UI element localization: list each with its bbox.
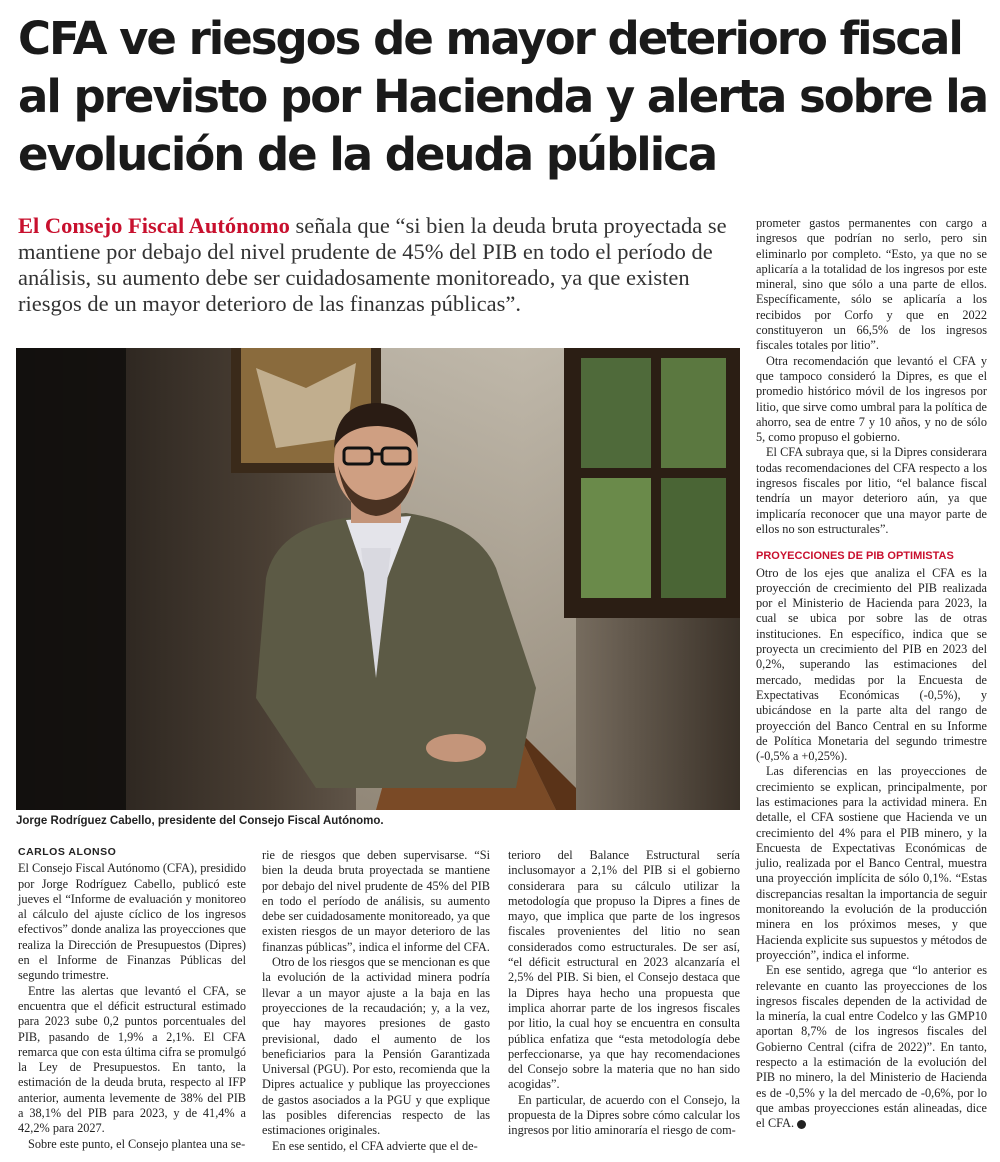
paragraph: terioro del Balance Estructural sería inclusomayor a 2,1% del PIB si el gobierno considerara para su cálculo utilizar la metodología que propuso la Dipres a fines de mayo, que implica que parte de los ingresos fiscales provenientes del litio no sean considerados como estructurales. De ser así, “el déficit estructural en 2023 alcanzaría el 2,5% del PIB. Si bien, el Consejo destaca que la Dipres haya hecho una propuesta que implica ahorrar parte de los ingresos fiscales por litio, la cual hoy se encuentra en consulta pública enfatiza que “esta metodología debe perfeccionarse, ya que hay recomendaciones del Consejo sobre la materia que no han sido acogidas”.: [508, 848, 740, 1092]
paragraph: Las diferencias en las proyecciones de crecimiento se explican, principalmente, por las estimaciones para la actividad minera. En detalle, el CFA sostiene que Hacienda ve un crecimiento del 4% para el PIB minero, y la Encuesta de Expectativas Económicas de julio, realizada por el Banco Central, muestra una proyección implícita de sólo 0,1%. “Estas discrepancias resaltan la importancia de seguir monitoreando la evolución de la producción minera en los próximos meses, y que Hacienda explicite sus supuestos y métodos de proyección”, indica el informe.: [756, 764, 987, 962]
paragraph: Otra recomendación que levantó el CFA y que tampoco consideró la Dipres, es que el promedio histórico móvil de los ingresos por litio, que sirve como umbral para la política de ahorro, sea de entre 7 y 10 años, y no de sólo 5, como propuso el gobierno.: [756, 353, 987, 445]
body-column-3: [508, 848, 740, 1139]
deck: [18, 213, 730, 317]
headline: CFA ve riesgos de mayor deterioro fiscal al previsto por Hacienda y alerta sobre la evolución de la deuda pública: [18, 12, 988, 181]
portrait-illustration: [16, 348, 740, 810]
paragraph: El Consejo Fiscal Autónomo (CFA), presidido por Jorge Rodríguez Cabello, publicó este jueves el “Informe de evaluación y monitoreo al cálculo del ajuste cíclico de los ingresos efectivos” donde analiza las proyecciones que realiza la Dirección de Presupuestos (Dipres) en el Informe de Finanzas Públicas del segundo trimestre.: [18, 861, 246, 983]
body-column-1: [18, 845, 246, 1152]
paragraph: rie de riesgos que deben supervisarse. “Si bien la deuda bruta proyectada se mantiene por debajo del nivel prudente de 45% del PIB en todo el período de análisis, su aumento debe ser cuidadosamente monitoreado, ya que existen riesgos de un mayor deterioro de las finanzas públicas”, indica el informe del CFA.: [262, 848, 490, 954]
paragraph-final-text: En ese sentido, agrega que “lo anterior es relevante en cuanto las proyecciones de los ingresos fiscales dependen de la actividad de la minería, la cual entre Codelco y las GMP10 aportan 8,7% de los ingresos fiscales del Gobierno Central (cifra de 2022)”. En tanto, respecto a la estimación de la evolución del PIB no minero, la del Ministerio de Hacienda es de -0,5% y la del mercado de -0,6%, por lo que ambas proyecciones están alineadas, dice el CFA.: [756, 963, 987, 1131]
paragraph: Sobre este punto, el Consejo plantea una se-: [28, 1136, 246, 1151]
body-column-4: [756, 216, 987, 1132]
paragraph: Otro de los riesgos que se mencionan es que la evolución de la actividad minera podría llevar a un mayor ajuste a la baja en las proyecciones de la recaudación; y, a la vez, que hay mayores presiones de gasto previsional, dado el aumento de los beneficiarios para la Pensión Garantizada Universal (PGU). Por esto, recomienda que la Dipres actualice y publique las proyecciones de gastos asociados a la PGU y que explique las posibles diferencias respecto de las estimaciones originales.: [262, 955, 490, 1138]
body-column-2: [262, 848, 490, 1154]
paragraph: Entre las alertas que levantó el CFA, se encuentra que el déficit estructural estimado para 2023 sube 0,2 puntos porcentuales del PIB, pasando de 1,9% a 2,1%. El CFA remarca que con esta última cifra se promulgó la Ley de Presupuestos. En tanto, la estimación de la deuda bruta, respecto al IFP anterior, aumenta levemente de 38% del PIB a 38,1% del PIB para 2023, y de 41,4% a 42,2% para 2027.: [18, 983, 246, 1136]
paragraph: prometer gastos permanentes con cargo a ingresos que podrían no serlo, pero sin eliminarlo por completo. “Esto, ya que no se aplicaría a la totalidad de los ingresos por este mineral, sino que sólo a una parte de ellos. Específicamente, sólo se aplicaría a los recibidos por Corfo y que en 2022 constituyeron un 66,5% de los ingresos fiscales totales por litio”.: [756, 216, 987, 353]
paragraph: Otro de los ejes que analiza el CFA es la proyección de crecimiento del PIB realizada por el Ministerio de Hacienda para 2023, la cual se ubica por sobre las de otras instituciones. En específico, indica que se proyecta un crecimiento del PIB en 2023 del 0,2%, superando las estimaciones del mercado, medidas por la Encuesta de Expectativas Económicas (-0,5%), y ubicándose en la parte alta del rango de proyección del Banco Central en su Informe de Política Monetaria del segundo trimestre (-0,5% a +0,25%).: [756, 565, 987, 764]
portrait-photo: [16, 348, 740, 810]
paragraph: En particular, de acuerdo con el Consejo, la propuesta de la Dipres sobre cómo calcular los ingresos por litio aminoraría el riesgo de com-: [508, 1092, 740, 1138]
deck-lead: El Consejo Fiscal Autónomo: [18, 213, 290, 238]
end-mark-icon: P: [797, 1120, 806, 1129]
paragraph: El CFA subraya que, si la Dipres considerara todas recomendaciones del CFA respecto a los ingresos fiscales por litio, “el balance fiscal tendría un mayor deterioro aún, ya que implicaría reconocer que una mayor parte de ellos no son estructurales”.: [756, 445, 987, 536]
section-subhead: PROYECCIONES DE PIB OPTIMISTAS: [756, 550, 954, 563]
paragraph: En ese sentido, el CFA advierte que el de-: [272, 1138, 478, 1153]
photo-caption: Jorge Rodríguez Cabello, presidente del Consejo Fiscal Autónomo.: [16, 815, 384, 827]
deck-text: señala que “si bien la deuda bruta proyectada se mantiene por debajo del nivel prudente de 45% del PIB en todo el período de análisis, su aumento debe ser cuidadosamente monitoreado, ya que existen riesgos de un mayor deterioro de las finanzas públicas”.: [18, 213, 727, 316]
byline: CARLOS ALONSO: [18, 846, 117, 858]
paragraph-final: [756, 963, 987, 1131]
